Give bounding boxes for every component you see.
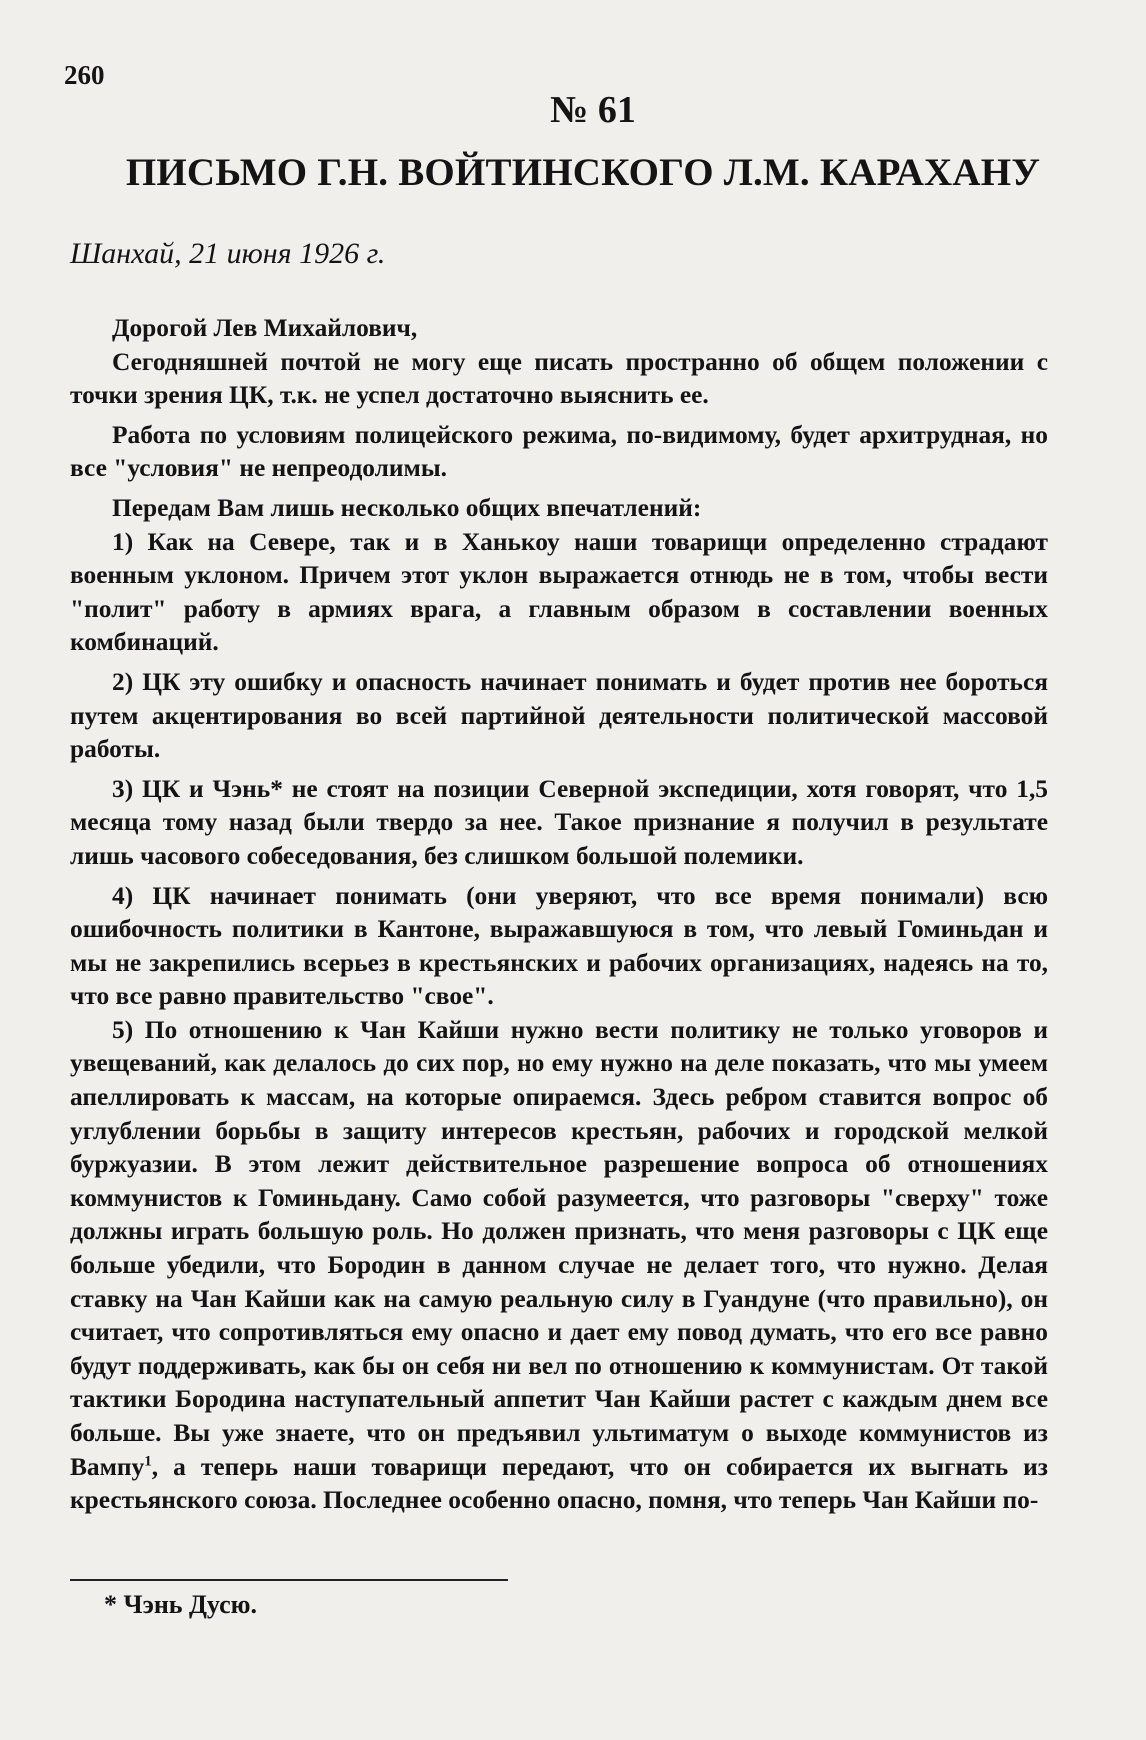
footnote-divider: [70, 1579, 508, 1581]
paragraph: Работа по условиям полицейского режима, по-видимому, будет архитрудная, но все "условия" не непреодолимы.: [70, 420, 1048, 483]
paragraph: 1) Как на Севере, так и в Ханькоу наши товарищи определенно страдают военным уклоном. Причем этот уклон выражается отнюдь не в том, чтобы вести "полит" работу в армиях врага, а главным образом в составлении военных комбинаций.: [70, 527, 1048, 657]
paragraph: Передам Вам лишь несколько общих впечатлений:: [112, 493, 702, 522]
letter-body: [70, 312, 1048, 1518]
salutation: Дорогой Лев Михайлович,: [112, 314, 418, 342]
dateline: Шанхай, 21 июня 1926 г.: [70, 237, 386, 270]
document-number: № 61: [550, 89, 636, 131]
document-title: ПИСЬМО Г.Н. ВОЙТИНСКОГО Л.М. КАРАХАНУ: [125, 151, 1041, 194]
paragraph: 2) ЦК эту ошибку и опасность начинает понимать и будет против нее бороться путем акцентирования во всей партийной деятельности политической массовой работы.: [70, 667, 1048, 764]
page-number: 260: [64, 60, 105, 90]
paragraph-text-continued: , а теперь наши товарищи передают, что он собирается их выгнать из крестьянского союза. Последнее особенно опасно, помня, что теперь Чан Кайши по-: [70, 1452, 1048, 1515]
footnote: * Чэнь Дусю.: [104, 1590, 258, 1619]
paragraph: 3) ЦК и Чэнь* не стоят на позиции Северной экспедиции, хотя говорят, что 1,5 месяца тому назад были твердо за нее. Такое признание я получил в результате лишь часового собеседования, без слишком большой полемики.: [70, 774, 1048, 870]
paragraph: Сегодняшней почтой не могу еще писать пространно об общем положении с точки зрения ЦК, т.к. не успел достаточно выяснить ее.: [70, 347, 1048, 410]
paragraph: [70, 1014, 1048, 1518]
paragraph-text: 5) По отношению к Чан Кайши нужно вести политику не только уговоров и увещеваний, как делалось до сих пор, но ему нужно на деле показать, что мы умеем апеллировать к массам, на которые опираемся. Здесь ребром ставится вопрос об углублении борьбы в защиту интересов крестьян, рабочих и городской мелкой буржуазии. В этом лежит действительное разрешение вопроса об отношениях коммунистов к Гоминьдану. Само собой разумеется, что разговоры "сверху" тоже должны играть большую роль. Но должен признать, что меня разговоры с ЦК еще больше убедили, что Бородин в данном случае не делает того, что нужно. Делая ставку на Чан Кайши как на самую реальную силу в Гуандуне (что правильно), он считает, что сопротивляться ему опасно и дает ему повод думать, что его все равно будут поддерживать, как бы он себя ни вел по отношению к коммунистам. От такой тактики Бородина наступательный аппетит Чан Кайши растет с каждым днем все больше. Вы уже знаете, что он предъявил ультиматум о выходе коммунистов из Вампу: [70, 1015, 1048, 1481]
footnote-reference: 1: [144, 1453, 152, 1470]
paragraph: 4) ЦК начинает понимать (они уверяют, что все время понимали) всю ошибочность политики в Кантоне, выражавшуюся в том, что левый Гоминьдан и мы не закрепились всерьез в крестьянских и рабочих организациях, надеясь на то, что все равно правительство "свое".: [70, 881, 1048, 1011]
